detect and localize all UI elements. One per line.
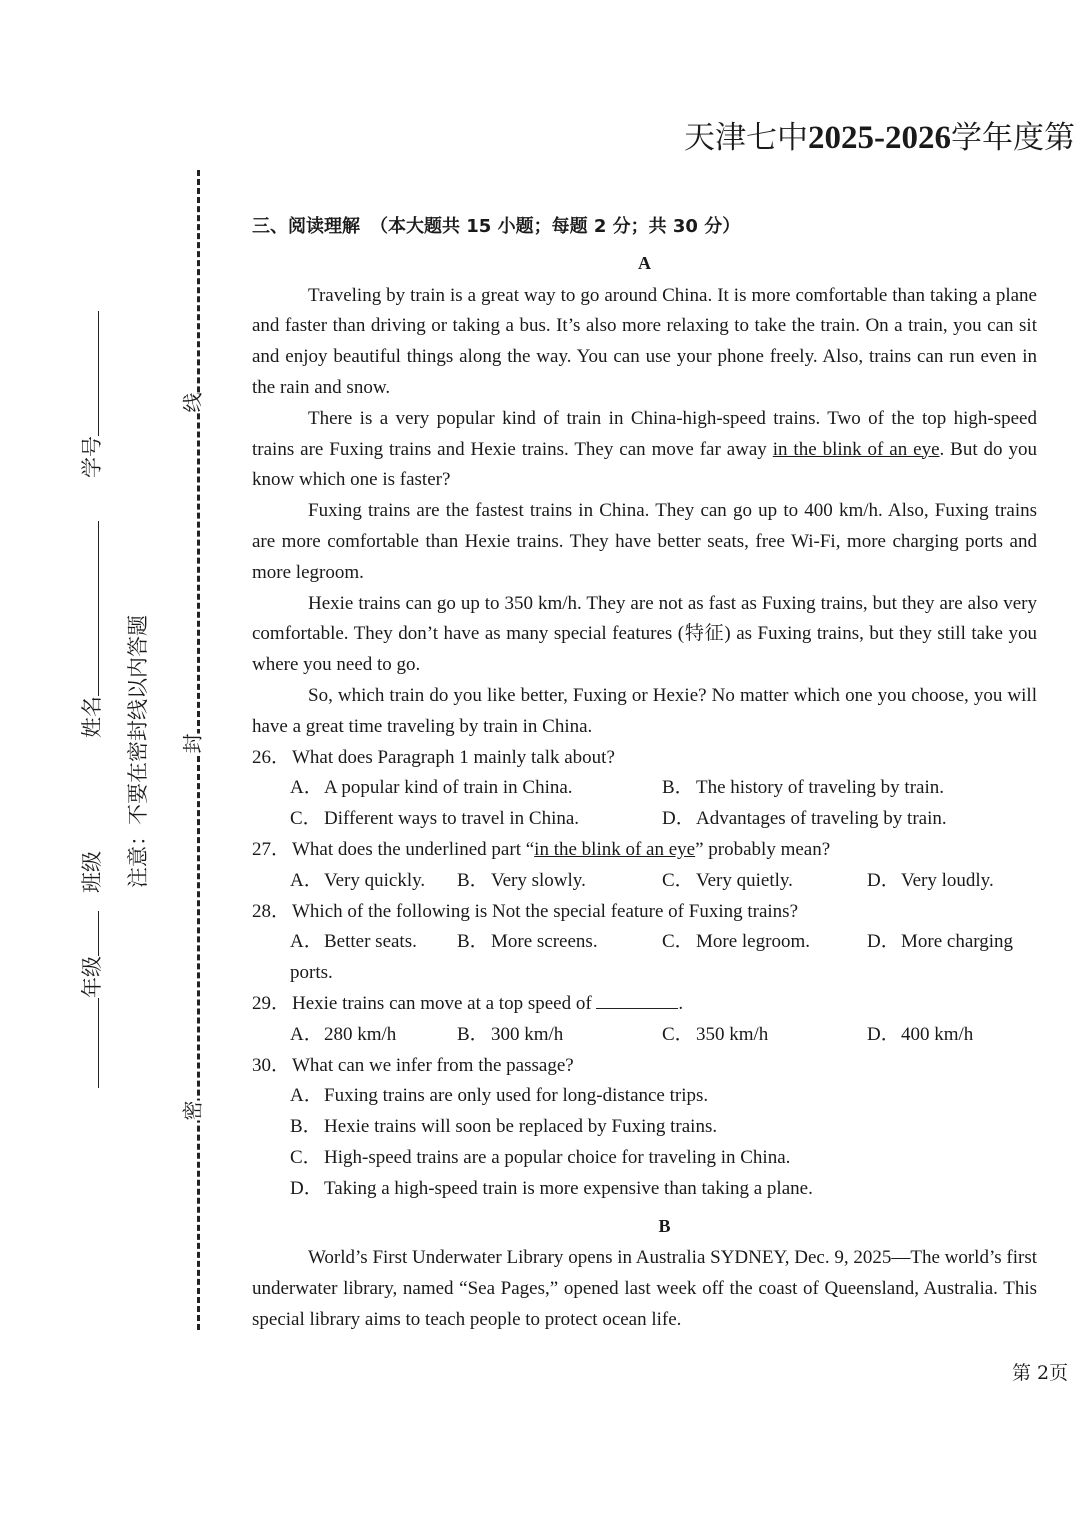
option-label: D． <box>867 1023 900 1045</box>
question-27-option-d[interactable] <box>867 866 1037 897</box>
question-28-option-c[interactable] <box>662 927 867 958</box>
option-label: D． <box>867 869 900 891</box>
question-26-text: What does Paragraph 1 mainly talk about? <box>292 746 615 768</box>
question-27-option-a[interactable] <box>290 866 457 897</box>
question-30-text: What can we infer from the passage? <box>292 1054 574 1076</box>
question-30-option-c[interactable] <box>290 1143 1037 1174</box>
title-suffix: 学年度第 <box>951 120 1075 156</box>
passage-a-paragraph-5: So, which train do you like better, Fuxing or Hexie? No matter which one you choose, you will have a great time traveling by train in China. <box>252 684 1037 737</box>
passage-a-paragraph-2 <box>252 404 1037 496</box>
option-text: A popular kind of train in China. <box>324 777 573 799</box>
question-29-option-a[interactable] <box>290 1020 457 1051</box>
option-text: More screens. <box>491 931 598 953</box>
question-29-number: 29． <box>252 992 291 1014</box>
option-text: Taking a high-speed train is more expensive than taking a plane. <box>324 1177 813 1199</box>
option-label: D． <box>290 1177 323 1199</box>
option-label: A． <box>290 931 323 953</box>
question-26-option-b[interactable] <box>662 773 1034 804</box>
question-30-option-d[interactable] <box>290 1174 1037 1205</box>
grade-field <box>76 911 106 1088</box>
option-label: D． <box>662 808 695 830</box>
option-label: C． <box>290 808 322 830</box>
option-text: 300 km/h <box>491 1023 564 1045</box>
binding-char-line: 线 <box>175 393 208 413</box>
grade-blank[interactable] <box>80 998 99 1088</box>
page-number: 第 2页 <box>1012 1362 1069 1384</box>
option-text: 400 km/h <box>901 1023 974 1045</box>
p2-underlined-phrase: in the blink of an eye <box>772 438 940 460</box>
question-27-number: 27． <box>252 838 291 860</box>
student-id-field <box>76 311 106 478</box>
question-26-options <box>252 773 1037 835</box>
option-label: C． <box>662 869 694 891</box>
option-text: Fuxing trains are only used for long-distance trips. <box>324 1085 709 1107</box>
question-27-option-b[interactable] <box>457 866 662 897</box>
question-27-option-c[interactable] <box>662 866 867 897</box>
option-label: B． <box>457 931 489 953</box>
option-text: High-speed trains are a popular choice for traveling in China. <box>324 1146 791 1168</box>
passage-a-paragraph-1: Traveling by train is a great way to go around China. It is more comfortable than taking a plane and faster than driving or taking a bus. It’s also more relaxing to take the train. On a train, you can sit and enjoy beautiful things along the way. You can use your phone freely. Also, trains can run even in the rain and snow. <box>252 284 1037 398</box>
class-blank[interactable] <box>80 911 99 956</box>
option-label: D． <box>867 931 900 953</box>
section-title: 三、阅读理解 <box>252 216 360 237</box>
question-28-option-d-continued: ports. <box>290 962 333 984</box>
option-text: Very quietly. <box>696 869 793 891</box>
option-label: C． <box>662 931 694 953</box>
class-label: 班级 <box>80 851 104 893</box>
grade-label: 年级 <box>80 956 104 998</box>
question-26 <box>252 743 1037 774</box>
option-text: More legroom. <box>696 931 810 953</box>
student-id-blank[interactable] <box>80 311 99 436</box>
question-28-option-a[interactable] <box>290 927 457 958</box>
option-text: More charging <box>901 931 1014 953</box>
question-27-text-before: What does the underlined part “ <box>292 838 535 860</box>
passage-a-paragraph-3: Fuxing trains are the fastest trains in China. They can go up to 400 km/h. Also, Fuxing trains are more comfortable than Hexie trains. They have better seats, free Wi-Fi, more charging ports and more legroom. <box>252 500 1037 583</box>
option-text: Different ways to travel in China. <box>324 808 580 830</box>
question-27-text-after: ” probably mean? <box>695 838 831 860</box>
name-label: 姓名 <box>80 696 104 738</box>
class-field <box>76 851 106 893</box>
p2-text-before: There is a very popular kind of train in China-high-speed trains. Two of the top high-speed trains are Fuxing trains and Hexie trains. They can move far away <box>252 407 1037 460</box>
question-29-text: Hexie trains can move at a top speed of <box>292 992 592 1014</box>
student-id-label: 学号 <box>80 436 104 478</box>
question-27-options <box>252 866 1037 897</box>
question-30-options <box>252 1081 1037 1204</box>
question-27-underlined: in the blink of an eye <box>534 838 696 860</box>
option-text: Very quickly. <box>324 869 426 891</box>
question-29-options <box>252 1020 1037 1051</box>
question-29-option-b[interactable] <box>457 1020 662 1051</box>
passage-a-letter: A <box>638 252 651 273</box>
question-26-option-d[interactable] <box>662 804 1034 835</box>
exam-title <box>684 112 1075 157</box>
option-label: C． <box>662 1023 694 1045</box>
question-28-number: 28． <box>252 900 291 922</box>
option-text: The history of traveling by train. <box>696 777 944 799</box>
name-field <box>76 521 106 738</box>
binding-char-seal: 封 <box>175 734 208 754</box>
option-label: B． <box>290 1116 322 1138</box>
question-30-option-a[interactable] <box>290 1081 1037 1112</box>
question-26-option-a[interactable] <box>290 773 662 804</box>
binding-char-secret: 密 <box>175 1101 208 1121</box>
question-30 <box>252 1051 1037 1082</box>
question-29-blank[interactable] <box>596 990 678 1009</box>
p2-text-after: . But do you know which one is faster? <box>252 438 1037 491</box>
option-text: Better seats. <box>324 931 417 953</box>
question-26-number: 26． <box>252 746 291 768</box>
passage-b-letter: B <box>658 1215 671 1236</box>
passage-b-paragraph-1: World’s First Underwater Library opens in Australia SYDNEY, Dec. 9, 2025—The world’s first underwater library, named “Sea Pages,” opened last week off the coast of Queensland, Australia. This special library aims to teach people to protect ocean life. <box>252 1247 1037 1330</box>
option-text: Very loudly. <box>901 869 994 891</box>
option-label: A． <box>290 869 323 891</box>
option-text: Hexie trains will soon be replaced by Fuxing trains. <box>324 1116 718 1138</box>
school-name: 天津七中 <box>684 120 808 156</box>
question-29-option-d[interactable] <box>867 1020 1037 1051</box>
question-28-text: Which of the following is Not the special feature of Fuxing trains? <box>292 900 799 922</box>
question-28-options <box>252 927 1037 958</box>
option-text: 280 km/h <box>324 1023 397 1045</box>
option-text: Very slowly. <box>491 869 586 891</box>
question-28 <box>252 897 1037 928</box>
option-label: B． <box>457 869 489 891</box>
option-label: B． <box>662 777 694 799</box>
option-label: C． <box>290 1146 322 1168</box>
question-28-option-d[interactable] <box>867 927 1037 958</box>
question-28-option-b[interactable] <box>457 927 662 958</box>
question-30-number: 30． <box>252 1054 291 1076</box>
option-label: A． <box>290 1023 323 1045</box>
option-text: Advantages of traveling by train. <box>696 808 947 830</box>
option-label: B． <box>457 1023 489 1045</box>
exam-content <box>252 212 1037 1336</box>
section-heading <box>252 212 1037 243</box>
question-30-option-b[interactable] <box>290 1112 1037 1143</box>
name-blank[interactable] <box>80 521 99 696</box>
option-label: A． <box>290 777 323 799</box>
question-29-option-c[interactable] <box>662 1020 867 1051</box>
question-29 <box>252 989 1037 1020</box>
question-26-option-c[interactable] <box>290 804 662 835</box>
question-27 <box>252 835 1037 866</box>
question-29-period: . <box>678 992 684 1014</box>
seal-notice: 注意：不要在密封线以内答题 <box>126 615 150 888</box>
section-note: （本大题共 15 小题；每题 2 分；共 30 分） <box>370 216 741 237</box>
option-label: A． <box>290 1085 323 1107</box>
school-year: 2025-2026 <box>808 120 951 156</box>
option-text: 350 km/h <box>696 1023 769 1045</box>
passage-a-paragraph-4: Hexie trains can go up to 350 km/h. They are not as fast as Fuxing trains, but they are also very comfortable. They don’t have as many special features (特征) as Fuxing trains, but they still take you where you need to go. <box>252 592 1037 676</box>
